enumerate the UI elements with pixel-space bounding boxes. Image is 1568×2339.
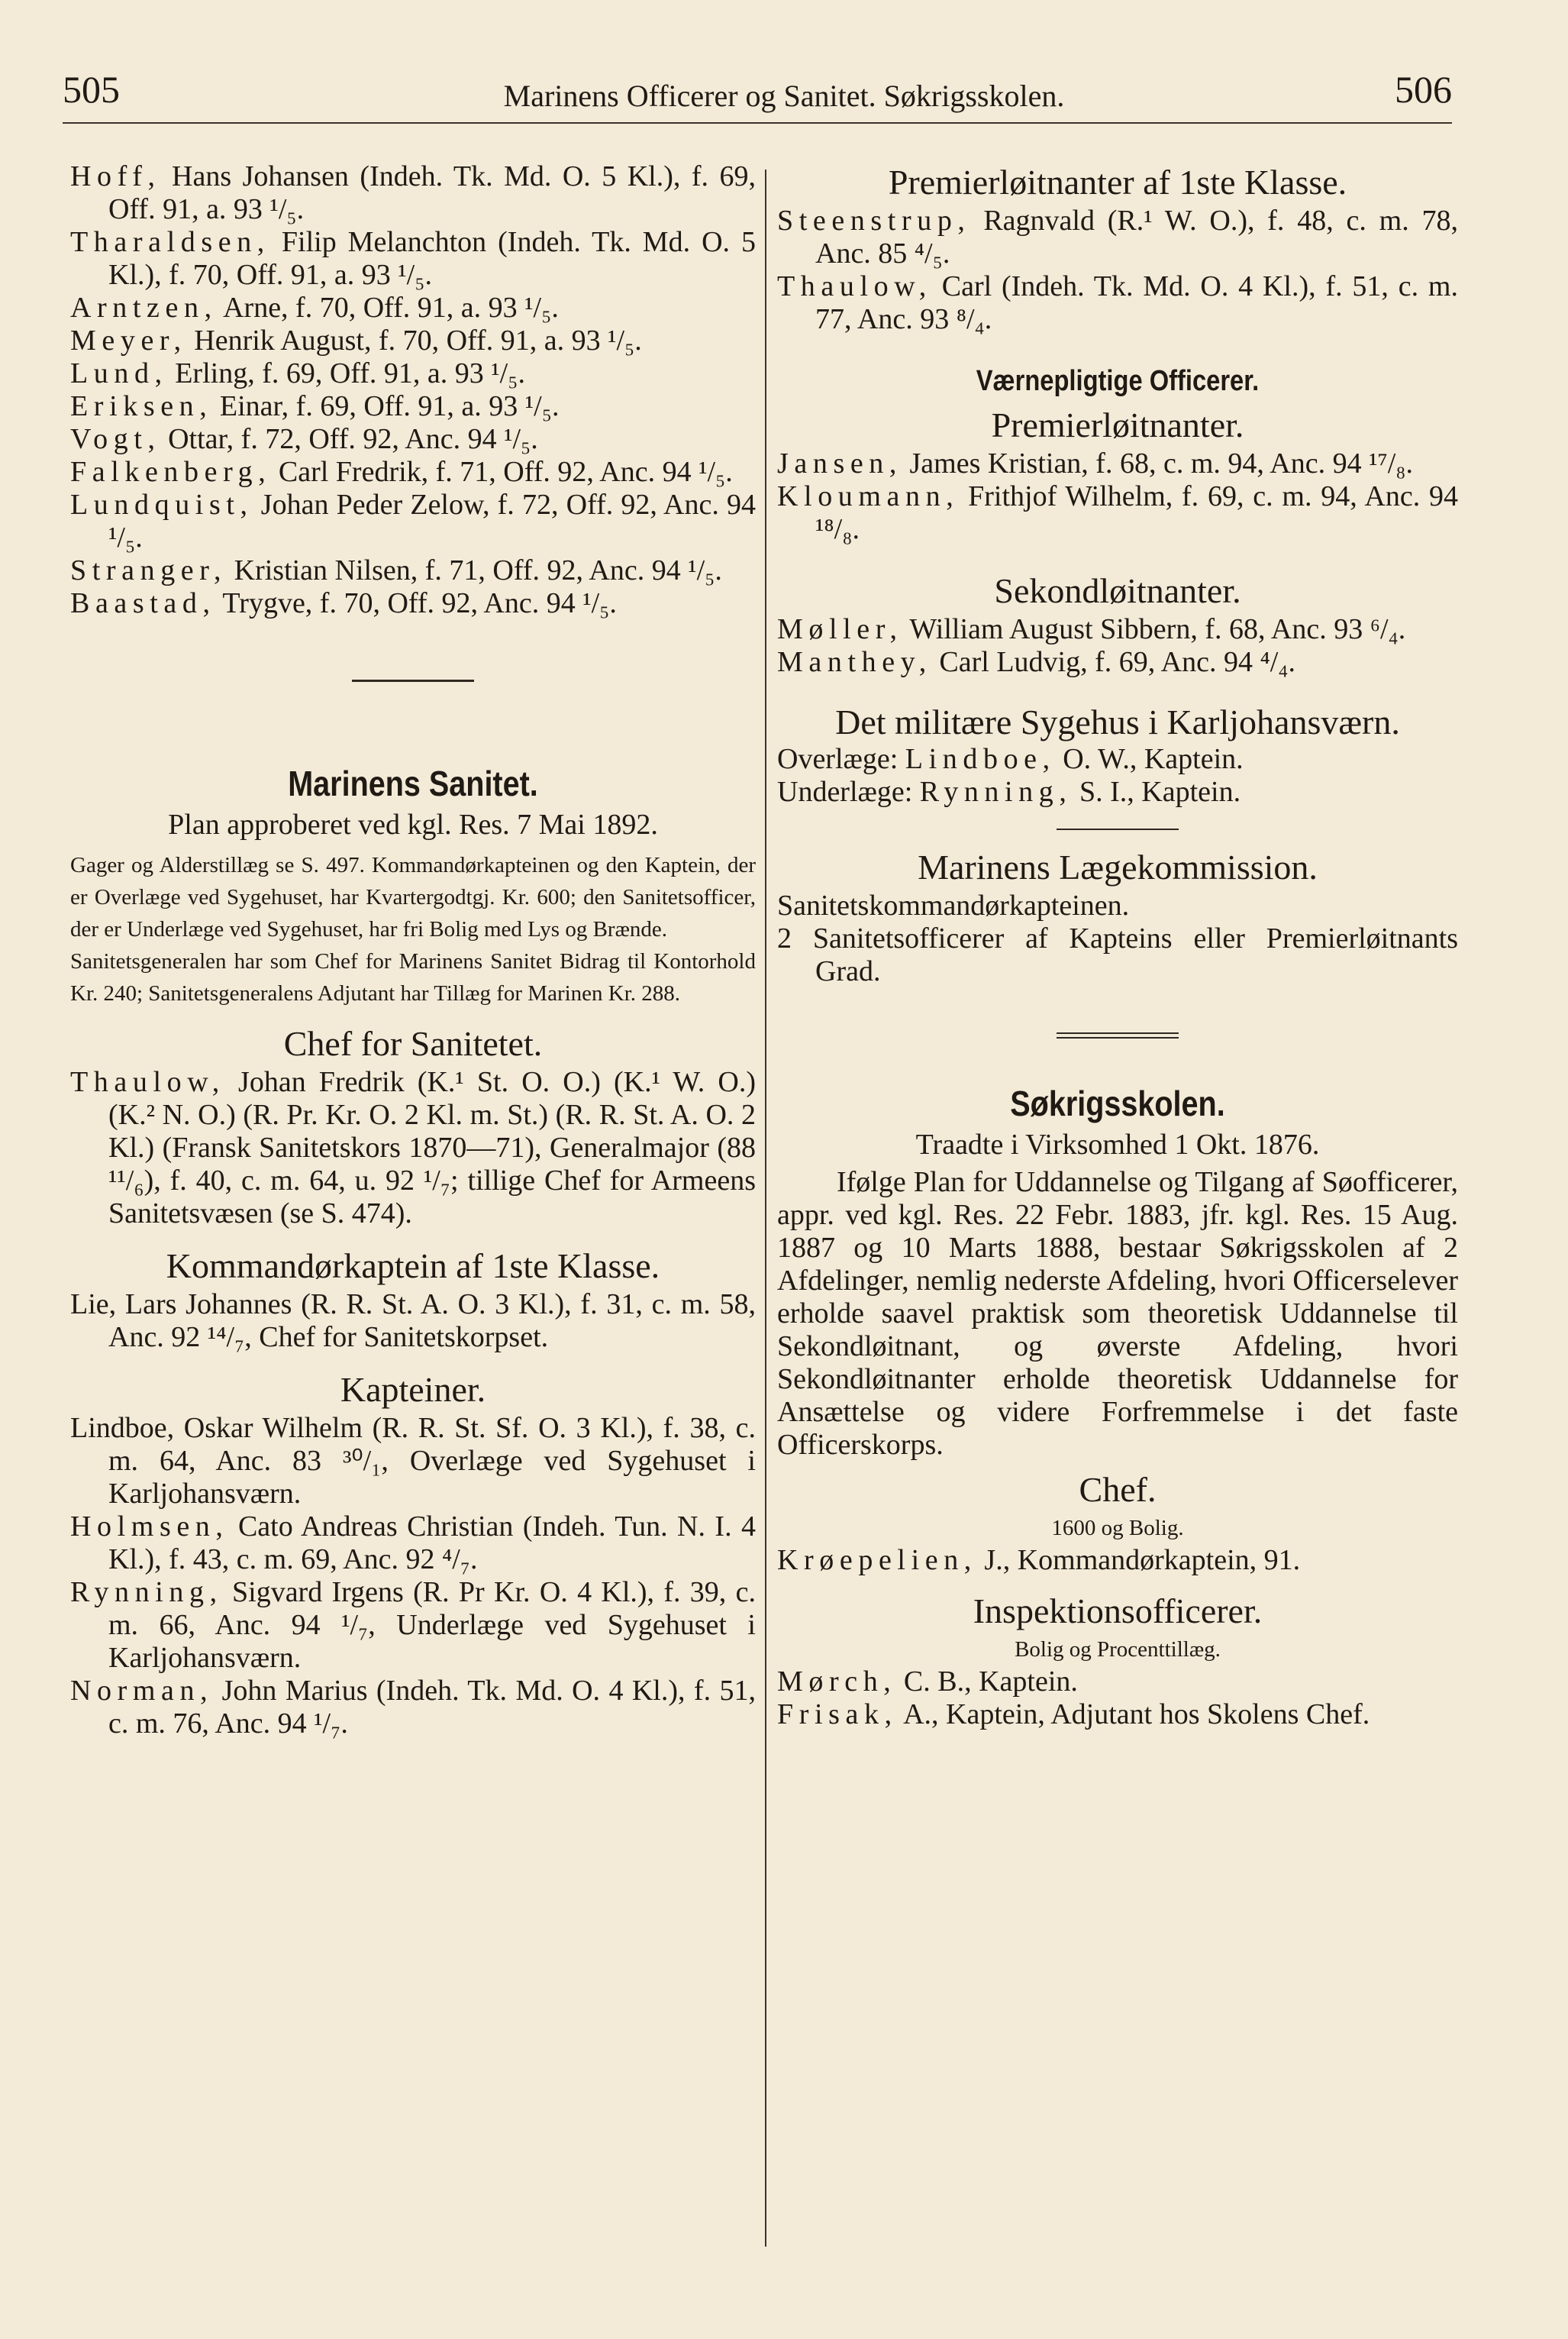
header-rule	[63, 122, 1452, 124]
laegekommission-line-2: 2 Sanitetsofficerer af Kapteins eller Premierløitnants Grad.	[777, 922, 1458, 987]
section-title-kapteiner: Kapteiner.	[340, 1370, 486, 1409]
entry: Kloumann, Frithjof Wilhelm, f. 69, c. m. 94, Anc. 94 ¹⁸/₈.	[777, 480, 1458, 545]
entry: Lund, Erling, f. 69, Off. 91, a. 93 ¹/₅.	[70, 357, 525, 389]
right-column	[777, 160, 1458, 1731]
entry: Meyer, Henrik August, f. 70, Off. 91, a. 93 ¹/₅.	[70, 325, 642, 357]
sokrigsskolen-description: Ifølge Plan for Uddannelse og Tilgang af Søofficerer, appr. ved kgl. Res. 22 Febr. 1883, jfr. kgl. Res. 15 Aug. 1887 og 10 Marts 1888, bestaar Søkrigsskolen af 2 Afdelinger, nemlig nederste Afdeling, hvori Officerselever erholde saavel praktisk som theoretisk Uddannelse til Sekondløitnant, og øverste Afdeling, hvori Sekondløitnanter erholde theoretisk Uddannelse for Ansættelse og videre Forfremmelse i det faste Officerskorps.	[777, 1166, 1458, 1461]
entry: Lindboe, Oskar Wilhelm (R. R. St. Sf. O. 3 Kl.), f. 38, c. m. 64, Anc. 83 ³⁰/₁, Overlæge ved Sygehuset i Karljohansværn.	[70, 1412, 756, 1510]
section-title-inspektionsofficerer: Inspektionsofficerer.	[973, 1591, 1263, 1630]
sanitet-note-1: Gager og Alderstillæg se S. 497. Kommandørkapteinen og den Kaptein, der er Overlæge ved Sygehuset, har Kvartergodtgj. Kr. 600; den Sanitetsofficer, der er Underlæge ved Sygehuset, har fri Bolig med Lys og Brænde.	[70, 853, 756, 942]
entry: Stranger, Kristian Nilsen, f. 71, Off. 92, Anc. 94 ¹/₅.	[70, 554, 722, 586]
right-page-number: 506	[1395, 68, 1452, 111]
officer-list-top	[70, 160, 756, 620]
section-title-kommandorkaptein: Kommandørkaptein af 1ste Klasse.	[166, 1246, 660, 1285]
entry: Thaulow, Carl (Indeh. Tk. Md. O. 4 Kl.), f. 51, c. m. 77, Anc. 93 ⁸/₄.	[777, 270, 1458, 335]
sokrigsskolen-founded: Traadte i Virksomhed 1 Okt. 1876.	[915, 1129, 1320, 1161]
section-title-chef-sanitet: Chef for Sanitetet.	[283, 1024, 543, 1063]
entry: Lundquist, Johan Peder Zelow, f. 72, Off. 92, Anc. 94 ¹/₅.	[70, 489, 756, 554]
sanitet-note-2: Sanitetsgeneralen har som Chef for Marinens Sanitet Bidrag til Kontorhold Kr. 240; Sanitetsgeneralens Adjutant har Tillæg for Marinen Kr. 288.	[70, 949, 756, 1006]
entry: Frisak, A., Kaptein, Adjutant hos Skolens Chef.	[777, 1698, 1370, 1730]
entry: Tharaldsen, Filip Melanchton (Indeh. Tk. Md. O. 5 Kl.), f. 70, Off. 91, a. 93 ¹/₅.	[70, 226, 756, 291]
section-title-laegekommission: Marinens Lægekommission.	[918, 848, 1318, 887]
entry: Thaulow, Johan Fredrik (K.¹ St. O. O.) (K.¹ W. O.) (K.² N. O.) (R. Pr. Kr. O. 2 Kl. m. St.) (R. R. St. A. O. 2 Kl.) (Fransk Sanitetskors 1870—71), Generalmajor (88 ¹¹/₆), f. 40, c. m. 64, u. 92 ¹/₇; tillige Chef for Armeens Sanitetsvæsen (se S. 474).	[70, 1066, 756, 1229]
left-column	[70, 160, 756, 1740]
running-title: Marinens Officerer og Sanitet. Søkrigsskolen.	[503, 79, 1065, 113]
running-header	[0, 67, 1568, 128]
section-title-sanitet: Marinens Sanitet.	[288, 764, 538, 803]
section-separator-double	[1057, 1032, 1179, 1039]
left-page-number: 505	[63, 68, 120, 111]
overlaege-line: Overlæge: Lindboe, O. W., Kaptein.	[777, 743, 1244, 775]
section-title-vp-premierloitnanter: Premierløitnanter.	[991, 405, 1244, 444]
entry: Lie, Lars Johannes (R. R. St. A. O. 3 Kl.), f. 31, c. m. 58, Anc. 92 ¹⁴/₇, Chef for Sanitetskorpset.	[70, 1288, 756, 1353]
entry: Mørch, C. B., Kaptein.	[777, 1665, 1078, 1698]
section-title-vaernepligtige: Værnepligtige Officerer.	[976, 365, 1260, 397]
section-title-sekondloitnanter: Sekondløitnanter.	[994, 571, 1241, 610]
underlaege-line: Underlæge: Rynning, S. I., Kaptein.	[777, 776, 1241, 808]
entry: Holmsen, Cato Andreas Christian (Indeh. Tun. N. I. 4 Kl.), f. 43, c. m. 69, Anc. 92 ⁴/₇.	[70, 1510, 756, 1575]
entry: Manthey, Carl Ludvig, f. 69, Anc. 94 ⁴/₄.	[777, 646, 1296, 678]
section-title-chef: Chef.	[1079, 1470, 1157, 1509]
laegekommission-line-1: Sanitetskommandørkapteinen.	[777, 890, 1130, 922]
column-divider	[765, 170, 766, 2247]
inspektion-note: Bolig og Procenttillæg.	[1015, 1637, 1221, 1662]
entry: Vogt, Ottar, f. 72, Off. 92, Anc. 94 ¹/₅.	[70, 423, 538, 455]
entry: Krøepelien, J., Kommandørkaptein, 91.	[777, 1544, 1301, 1576]
entry: Rynning, Sigvard Irgens (R. Pr Kr. O. 4 Kl.), f. 39, c. m. 66, Anc. 94 ¹/₇, Underlæge ved Sygehuset i Karljohansværn.	[70, 1576, 756, 1674]
sanitet-plan: Plan approberet ved kgl. Res. 7 Mai 1892.	[168, 809, 658, 841]
entry: Steenstrup, Ragnvald (R.¹ W. O.), f. 48, c. m. 78, Anc. 85 ⁴/₅.	[777, 205, 1458, 270]
entry: Arntzen, Arne, f. 70, Off. 91, a. 93 ¹/₅.	[70, 292, 559, 324]
entry: Norman, John Marius (Indeh. Tk. Md. O. 4 Kl.), f. 51, c. m. 76, Anc. 94 ¹/₇.	[70, 1675, 756, 1740]
chef-note: 1600 og Bolig.	[1051, 1516, 1184, 1540]
section-title-sygehus: Det militære Sygehus i Karljohansværn.	[835, 703, 1400, 741]
entry: Falkenberg, Carl Fredrik, f. 71, Off. 92, Anc. 94 ¹/₅.	[70, 456, 733, 488]
entry: Hoff, Hans Johansen (Indeh. Tk. Md. O. 5 Kl.), f. 69, Off. 91, a. 93 ¹/₅.	[70, 160, 756, 225]
entry: Møller, William August Sibbern, f. 68, Anc. 93 ⁶/₄.	[777, 613, 1406, 645]
entry: Jansen, James Kristian, f. 68, c. m. 94, Anc. 94 ¹⁷/₈.	[777, 447, 1414, 480]
section-title-premierloitnanter-1: Premierløitnanter af 1ste Klasse.	[888, 163, 1347, 202]
section-title-sokrigsskolen: Søkrigsskolen.	[1010, 1084, 1225, 1123]
entry: Baastad, Trygve, f. 70, Off. 92, Anc. 94 ¹/₅.	[70, 587, 617, 619]
entry: Eriksen, Einar, f. 69, Off. 91, a. 93 ¹/₅.	[70, 390, 560, 422]
